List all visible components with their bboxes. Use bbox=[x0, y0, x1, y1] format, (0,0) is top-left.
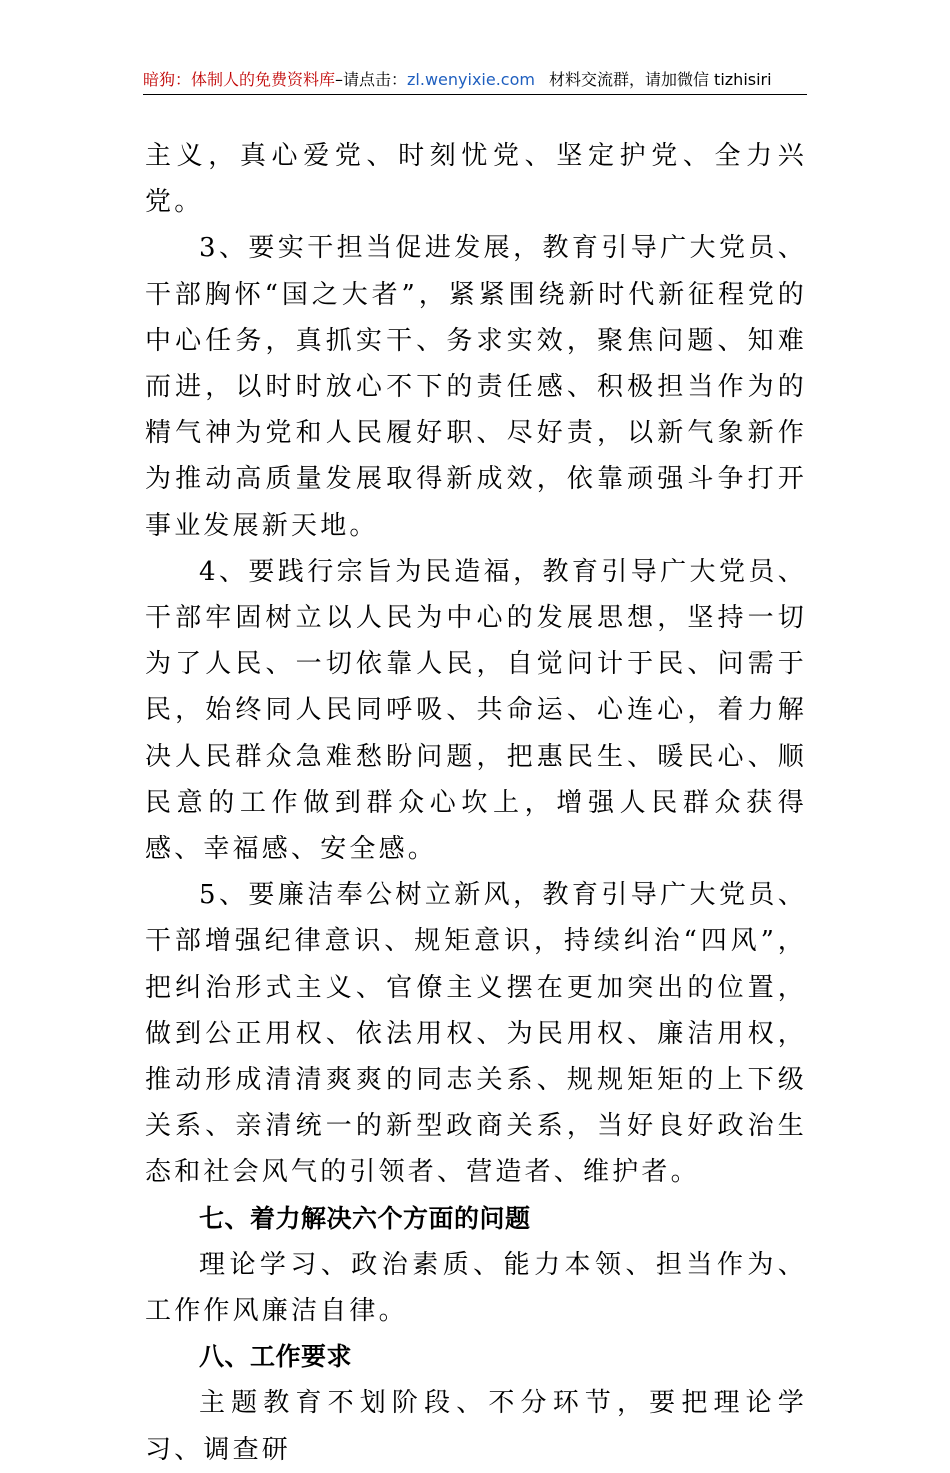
paragraph-continued: 主义，真心爱党、时刻忧党、坚定护党、全力兴党。 bbox=[145, 141, 807, 218]
document-body bbox=[145, 133, 807, 1473]
paragraph-item-4: 4、要践行宗旨为民造福，教育引导广大党员、干部牢固树立以人民为中心的发展思想，坚持一切为了人民、一切依靠人民，自觉问计于民、问需于民，始终同人民同呼吸、共命运、心连心，着力解决人民群众急难愁盼问题，把惠民生、暖民心、顺民意的工作做到群众心坎上，增强人民群众获得感、幸福感、安全感。 bbox=[145, 556, 807, 865]
header-group-info: 材料交流群，请加微信 tizhisiri bbox=[548, 70, 772, 89]
page-header bbox=[143, 66, 807, 95]
section-heading-8: 八、工作要求 bbox=[199, 1342, 353, 1372]
header-click-label: –请点击： bbox=[335, 70, 408, 89]
header-brand: 暗狗：体制人的免费资料库 bbox=[143, 70, 336, 89]
section-heading-7: 七、着力解决六个方面的问题 bbox=[199, 1203, 531, 1233]
paragraph-item-3: 3、要实干担当促进发展，教育引导广大党员、干部胸怀“国之大者”，紧紧围绕新时代新征程党的中心任务，真抓实干、务求实效，聚焦问题、知难而进，以时时放心不下的责任感、积极担当作为的精气神为党和人民履好职、尽好责，以新气象新作为推动高质量发展取得新成效，依靠顽强斗争打开事业发展新天地。 bbox=[145, 233, 807, 541]
header-url-link[interactable]: zl.wenyixie.com bbox=[407, 70, 535, 89]
paragraph-section-8: 主题教育不划阶段、不分环节，要把理论学习、调查研 bbox=[145, 1388, 807, 1465]
paragraph-item-5: 5、要廉洁奉公树立新风，教育引导广大党员、干部增强纪律意识、规矩意识，持续纠治“四风”，把纠治形式主义、官僚主义摆在更加突出的位置，做到公正用权、依法用权、为民用权、廉洁用权，推动形成清清爽爽的同志关系、规规矩矩的上下级关系、亲清统一的新型政商关系，当好良好政治生态和社会风气的引领者、营造者、维护者。 bbox=[145, 880, 807, 1188]
paragraph-section-7: 理论学习、政治素质、能力本领、担当作为、工作作风廉洁自律。 bbox=[145, 1249, 807, 1327]
